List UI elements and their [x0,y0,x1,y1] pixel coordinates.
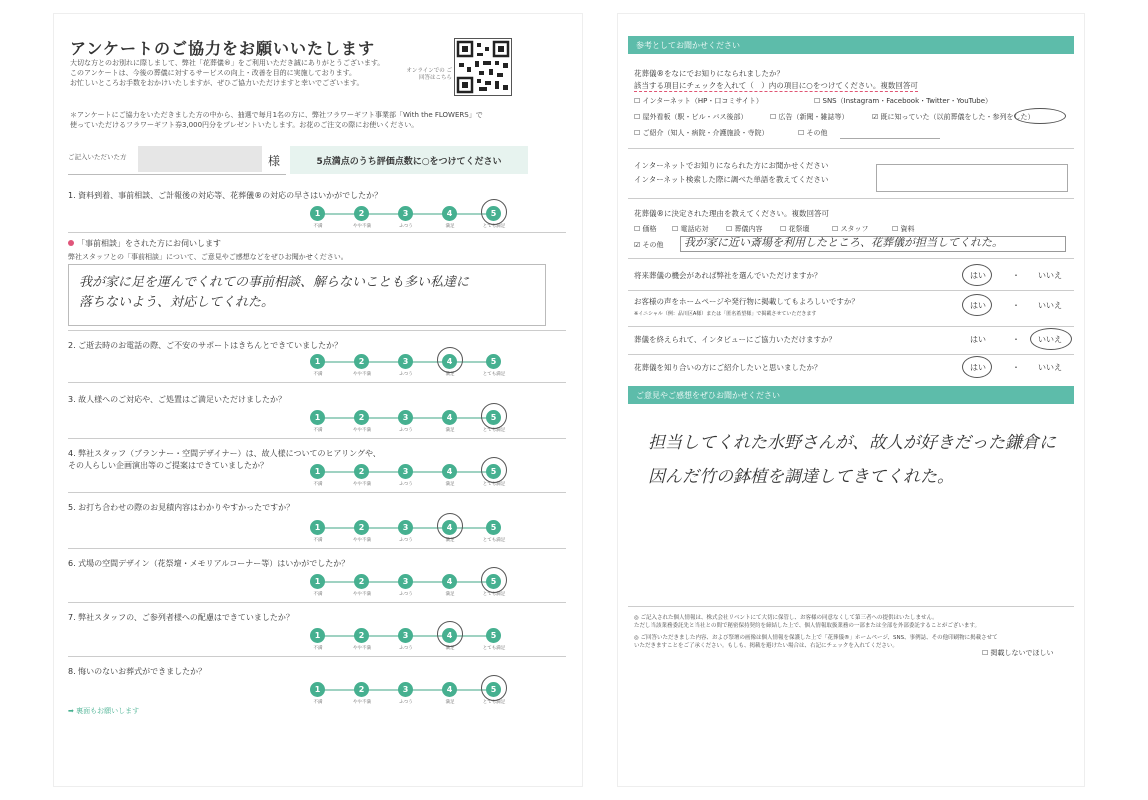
selected-rating-circle [481,199,507,225]
question-7-label: 7. 弊社スタッフの、ご参列者様への配慮はできていましたか？ [68,613,294,622]
selected-rating-circle [481,675,507,701]
name-underline [68,174,286,175]
how-known-question: 花葬儀®をなにでお知りになられましたか？ [634,69,784,78]
no-option[interactable]: いいえ [1038,301,1062,310]
selected-option-circle [1014,108,1066,124]
privacy-notice: ◎ ご記入された個人情報は、株式会社リベントにて大切に保管し、お客様の同意なくして第三者への提供はいたしません。 ただし当該業務委託先と当社との間で秘密保持契約を締結した上で、個人情報取扱業務の一部または全部を外部委託することがございます。 ◎ ご回答いただきました内容、および祭壇の画像は個人情報を保護した上で「花葬儀®」ホームページ、SNS、事例誌、その他印刷物に掲載させて いただきますことをご了承ください。もしも、掲載を避けたい場合は、右記にチェックを入れてください。 [634,615,998,649]
yes-option[interactable]: はい [970,363,986,372]
scale-instruction: 5点満点のうち評価点数に○をつけてください [290,146,528,174]
name-field[interactable] [138,146,262,172]
rating-option-1[interactable]: 1 [310,206,325,221]
qr-note: オンラインでの ご回答はこちら [406,68,452,81]
selected-rating-circle [437,347,463,373]
question-6-label: 6. 式場の空間デザイン（花祭壇・メモリアルコーナー等）はいかがでしたか？ [68,559,350,568]
reason-phone[interactable]: ☐ 電話応対 [672,225,709,233]
selected-answer-circle [962,264,992,286]
yes-option[interactable]: はい [970,271,986,280]
question-1-label: 1. 資料到着、事前相談、ご計報後の対応等、花葬儀®の対応の早さはいかがでしたか？ [68,191,383,200]
option-referral[interactable]: ☐ ご紹介（知人・病院・介護施設・寺院） [634,129,769,137]
selected-answer-circle [962,294,992,316]
rating-scale-3[interactable]: 1 2 3 4 5 不満 やや不満 ふつう 満足 とても満足 [310,408,510,434]
rating-scale-7[interactable]: 1 2 3 4 5 不満 やや不満 ふつう 満足 とても満足 [310,626,510,652]
reason-question: 花葬儀®に決定された理由を教えてください。複数回答可 [634,209,829,218]
name-label: ご記入いただいた方 [68,153,127,161]
survey-back-page: 参考としてお聞かせください 花葬儀®をなにでお知りになられましたか？ 該当する項目にチェックを入れて（ ）内の項目に○をつけてください。複数回答可 ☐ インターネット（HP・口コミサイト） ☐ SNS（Instagram・Facebook・Twitter・YouTube） ☐ 屋外看板（駅・ビル・バス後部） ☐ 広告（新聞・雑誌等） ☑ 既に知っていた（以前葬儀をした・参列をした） ☐ ご紹介（知人・病院・介護施設・寺院） ☐ その他 インターネットでお知りになられた方にお聞かせください インターネット検索した際に調べた単語を教えてください 花葬儀®に決定された理由を教えてください。複数回答可 ☐ 価格 ☐ 電話応対 ☐ 葬儀内容 ☐ 花祭壇 ☐ スタッフ ☐ 資料 ☑ その他 我が家に近い斎場を利用したところ、花葬儀が担当してくれた。 将来葬儀の機会があれば弊社を選んでいただけますか？ はい ・ いいえ お客様の声をホームページや発行物に掲載してもよろしいですか？ ※イニシャル（例：品川区A様）または「匿名希望様」で掲載させていただきます はい ・ いいえ 葬儀を終えられて、インタビューにご協力いただけますか？ はい ・ いいえ 花葬儀を知り合いの方にご紹介したいと思いましたか？ はい ・ いいえ ご意見やご感想をぜひお聞かせください 担当してくれた水野さんが、故人が好きだった鎌倉に 因んだ竹の鉢植を調達してきてくれた。 ◎ ご記入された個人情報は、株式会社リベントにて大切に保管し、お客様の同意なくして第三者への提供はいたしません。 ただし当該業務委託先と当社との間で秘密保持契約を締結した上で、個人情報取扱業務の一部または全部を外部委託することがございます。 ◎ ご回答いただきました内容、および祭壇の画像は個人情報を保護した上で「花葬儀®」ホームページ、SNS、事例誌、その他印刷物に掲載させて いただきますことをご了承ください。もしも、掲載を避けたい場合は、右記にチェックを入れてください。 ☐ 掲載しないでほしい [618,14,1084,786]
internet-question: インターネットでお知りになられた方にお聞かせください [634,161,829,170]
feedback-band: ご意見やご感想をぜひお聞かせください [628,386,1074,404]
question-4-label-2: その人らしい企画演出等のご提案はできていましたか？ [68,461,268,470]
option-other[interactable]: ☐ その他 [798,129,828,137]
survey-front-page [54,14,582,786]
yes-option[interactable]: はい [970,301,986,310]
reason-content[interactable]: ☐ 葬儀内容 [726,225,763,233]
reason-material[interactable]: ☐ 資料 [892,225,915,233]
rating-option-2[interactable]: 2 [354,206,369,221]
question-4-label: 4. 弊社スタッフ（プランナー・空間デザイナー）は、故人様についてのヒアリングや、 [68,449,381,458]
selected-rating-circle [481,457,507,483]
selected-answer-circle [1030,328,1072,350]
option-sns[interactable]: ☐ SNS（Instagram・Facebook・Twitter・YouTube） [814,97,993,105]
reason-staff[interactable]: ☐ スタッフ [832,225,869,233]
selected-answer-circle [962,356,992,378]
back-side-note: ➡ 裏面もお願いします [68,707,140,715]
yes-option[interactable]: はい [970,335,986,344]
referral-question: 花葬儀を知り合いの方にご紹介したいと思いましたか？ [634,363,822,372]
selected-rating-circle [437,621,463,647]
reason-price[interactable]: ☐ 価格 [634,225,657,233]
option-outdoor-sign[interactable]: ☐ 屋外看板（駅・ビル・バス後部） [634,113,748,121]
publish-note: ※イニシャル（例：品川区A様）または「匿名希望様」で掲載させていただきます [634,311,817,317]
feedback-line-2: 因んだ竹の鉢植を調達してきてくれた。 [648,467,954,487]
rating-option-3[interactable]: 3 [398,206,413,221]
rating-scale-5[interactable]: 1 2 3 4 5 不満 やや不満 ふつう 満足 とても満足 [310,518,510,544]
consult-subtitle: 弊社スタッフとの「事前相談」について、ご意見やご感想などをぜひお聞かせください。 [68,253,348,261]
question-3-label: 3. 故人様へのご対応や、ご処置はご満足いただけましたか？ [68,395,287,404]
consult-answer-line-2: 落ちないよう、対応してくれた。 [79,295,275,310]
reason-other[interactable]: ☑ その他 [634,241,664,249]
rating-scale-2[interactable]: 1 2 3 4 5 不満 やや不満 ふつう 満足 とても満足 [310,352,510,378]
how-known-instruction: 該当する項目にチェックを入れて（ ）内の項目に○をつけてください。複数回答可 [634,81,918,90]
publish-question: お客様の声をホームページや発行物に掲載してもよろしいですか？ [634,297,859,306]
name-suffix: 様 [268,154,281,168]
reference-band: 参考としてお聞かせください [628,36,1074,54]
reason-altar[interactable]: ☐ 花祭壇 [780,225,810,233]
feedback-line-1: 担当してくれた水野さんが、故人が好きだった鎌倉に [648,433,1056,453]
feedback-area[interactable] [628,408,1074,600]
option-ad[interactable]: ☐ 広告（新聞・雑誌等） [770,113,849,121]
qr-code-icon[interactable] [454,38,512,96]
future-choice-question: 将来葬儀の機会があれば弊社を選んでいただけますか？ [634,271,822,280]
internet-subquestion: インターネット検索した際に調べた単語を教えてください [634,175,829,184]
consult-answer-line-1: 我が家に足を運んでくれての事前相談、解らないことも多い私達に [79,275,470,290]
intro-text: 大切な方とのお別れに際しまして、弊社「花葬儀®」をご利用いただき誠にありがとうございます。 このアンケートは、今後の葬儀に対するサービスの向上・改善を目的に実施しております。 お忙しいところお手数をおかけいたしますが、ぜひご協力いただけますと幸いでございます。 [70,59,385,87]
rating-scale-1[interactable]: 1 2 3 4 5 不満 やや不満 ふつう 満足 とても満足 [310,204,510,230]
consult-answer-box[interactable] [68,264,546,326]
selected-rating-circle [481,567,507,593]
selected-rating-circle [437,513,463,539]
opt-out-checkbox[interactable]: ☐ 掲載しないでほしい [982,649,1054,657]
no-option[interactable]: いいえ [1038,271,1062,280]
rating-scale-8[interactable]: 1 2 3 4 5 不満 やや不満 ふつう 満足 とても満足 [310,680,510,706]
rating-scale-6[interactable]: 1 2 3 4 5 不満 やや不満 ふつう 満足 とても満足 [310,572,510,598]
option-already-known[interactable]: ☑ 既に知っていた（以前葬儀をした・参列をした） [872,113,1035,121]
search-keyword-field[interactable] [876,164,1068,192]
page-title: アンケートのご協力をお願いいたします [70,39,376,58]
question-2-label: 2. ご逝去時のお電話の際、ご不安のサポートはきちんとできていましたか？ [68,341,343,350]
no-option[interactable]: いいえ [1038,363,1062,372]
question-5-label: 5. お打ち合わせの際のお見積内容はわかりやすかったですか？ [68,503,295,512]
option-internet[interactable]: ☐ インターネット（HP・口コミサイト） [634,97,763,105]
rating-option-4[interactable]: 4 [442,206,457,221]
reason-other-answer: 我が家に近い斎場を利用したところ、花葬儀が担当してくれた。 [684,236,1003,249]
interview-question: 葬儀を終えられて、インタビューにご協力いただけますか？ [634,335,837,344]
selected-rating-circle [481,403,507,429]
lottery-note: ＊アンケートにご協力をいただきました方の中から、抽選で毎月1名の方に、弊社フラワーギフト事業部「With the FLOWERS」で 使っていただけるフラワーギフト券3,000円分をプレゼントいたします。お花のご注文の際にお使いください。 [70,111,483,129]
rating-option-5[interactable]: 5 [486,206,501,221]
question-8-label: 8. 悔いのないお葬式ができましたか？ [68,667,207,676]
rating-scale-4[interactable]: 1 2 3 4 5 不満 やや不満 ふつう 満足 とても満足 [310,462,510,488]
no-option[interactable]: いいえ [1038,335,1062,344]
consult-title: 「事前相談」をされた方にお伺いします [68,238,221,249]
